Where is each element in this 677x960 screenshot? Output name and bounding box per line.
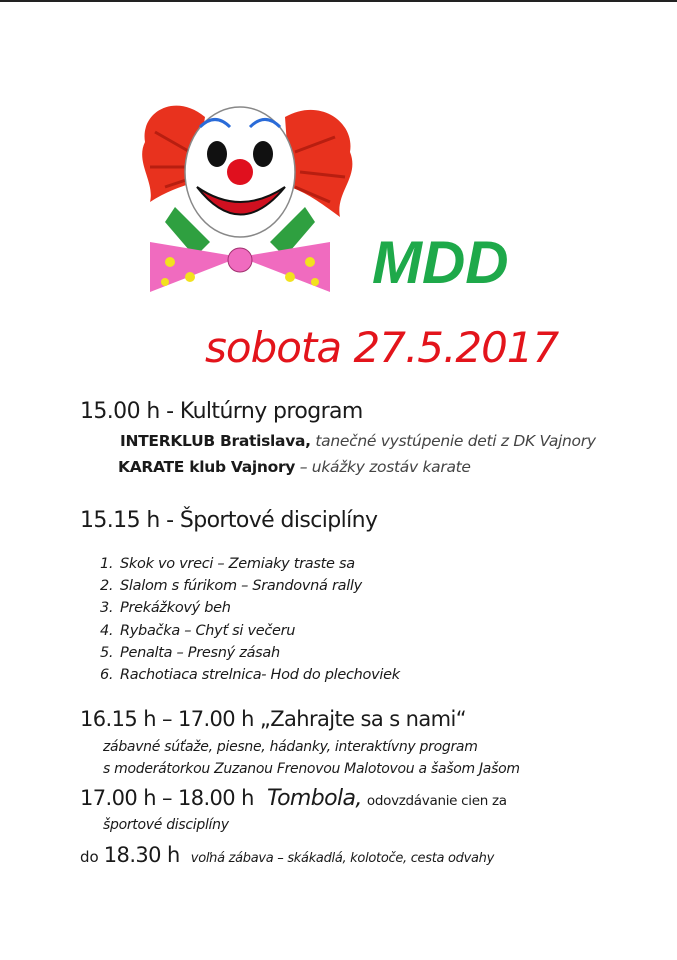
tombola-desc: odovzdávanie cien za [366, 793, 507, 809]
performer-name: INTERKLUB Bratislava, [120, 432, 311, 450]
performer-name: KARATE klub Vajnory [118, 458, 296, 476]
list-text: Rybačka – Chyť si večeru [120, 623, 296, 639]
list-text: Rachotiaca strelnica- Hod do plechoviek [120, 667, 400, 683]
performer-desc: – ukážky zostáv karate [299, 458, 471, 476]
list-item [100, 667, 400, 683]
section-heading-games: 16.15 h – 17.00 h „Zahrajte sa s nami“ [80, 707, 466, 731]
tombola-time: 17.00 h – 18.00 h [80, 786, 254, 810]
list-number: 3. [100, 600, 114, 616]
performer-desc: tanečné vystúpenie deti z DK Vajnory [315, 432, 596, 450]
list-item [100, 600, 231, 616]
culture-line-2 [118, 458, 471, 476]
section-heading-culture: 15.00 h - Kultúrny program [80, 399, 363, 424]
list-number: 5. [100, 645, 114, 661]
list-number: 6. [100, 667, 114, 683]
top-border [0, 0, 677, 2]
list-item [100, 623, 295, 639]
final-line [80, 843, 494, 867]
list-item [100, 578, 362, 594]
list-item [100, 556, 355, 572]
list-text: Skok vo vreci – Zemiaky traste sa [120, 556, 355, 572]
list-number: 4. [100, 623, 114, 639]
list-text: Penalta – Presný zásah [120, 645, 280, 661]
event-title: MDD [372, 229, 509, 296]
list-number: 2. [100, 578, 114, 594]
list-text: Prekážkový beh [120, 600, 231, 616]
tombola-desc-2: športové disciplíny [103, 817, 229, 833]
event-date: sobota 27.5.2017 [205, 323, 559, 372]
list-item [100, 645, 280, 661]
games-desc-2: s moderátorkou Zuzanou Frenovou Malotovou a šašom Jašom [103, 761, 520, 777]
list-text: Slalom s fúrikom – Srandovná rally [120, 578, 362, 594]
games-desc-1: zábavné súťaže, piesne, hádanky, interaktívny program [103, 739, 478, 755]
final-prefix: do [80, 848, 99, 866]
clown-illustration [135, 92, 360, 297]
final-time: 18.30 h [103, 843, 180, 867]
final-desc: voľná zábava – skákadlá, kolotoče, cesta odvahy [190, 851, 495, 866]
culture-line-1 [120, 432, 596, 450]
tombola-line [80, 786, 507, 811]
section-heading-sports: 15.15 h - Športové disciplíny [80, 508, 378, 533]
list-number: 1. [100, 556, 114, 572]
tombola-title: Tombola, [266, 786, 362, 811]
